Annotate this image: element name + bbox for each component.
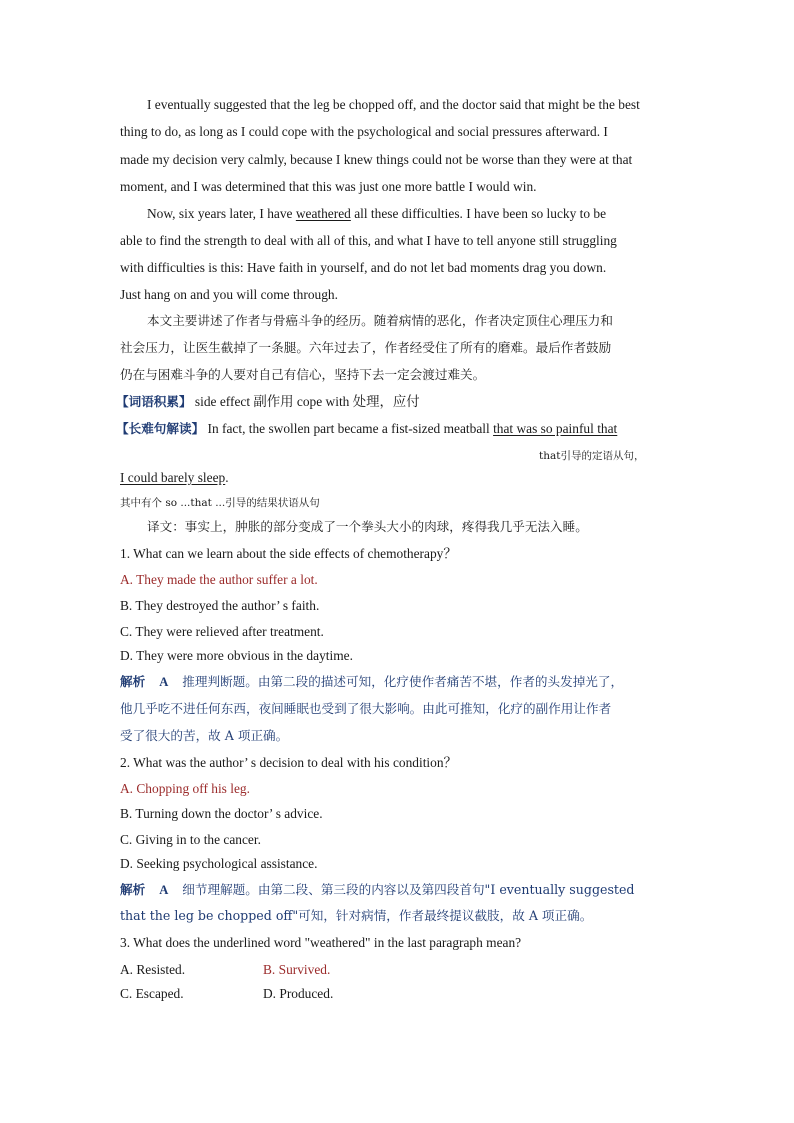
sentence-text: In fact, the swollen part became a fist-sized meatball bbox=[204, 421, 494, 436]
q1-explanation-line: 受了很大的苦，故 A 项正确。 bbox=[120, 728, 289, 743]
q2-option-b: B. Turning down the doctor’ s advice. bbox=[120, 806, 323, 821]
passage-line bbox=[147, 205, 606, 223]
grammar-note: 其中有个 so ...that ...引导的结果状语从句 bbox=[120, 497, 320, 509]
summary-line: 本文主要讲述了作者与骨癌斗争的经历。随着病情的恶化，作者决定顶住心理压力和 bbox=[147, 313, 613, 328]
passage-text: Now, six years later, I have bbox=[147, 206, 296, 221]
q2-explanation bbox=[120, 881, 635, 899]
vocab-text: side effect 副作用 cope with 处理，应付 bbox=[191, 394, 420, 409]
explanation-text: 细节理解题。由第二段、第三段的内容以及第四段首句"I eventually suggested bbox=[182, 882, 635, 897]
long-sentence-tag: 【长难句解读】 bbox=[116, 421, 205, 436]
summary-line: 仍在与困难斗争的人要对自己有信心，坚持下去一定会渡过难关。 bbox=[120, 367, 486, 382]
q1-explanation bbox=[120, 673, 623, 691]
q2-explanation-line: that the leg be chopped off"可知，针对病情，作者最终提议截肢，故 A 项正确。 bbox=[120, 908, 593, 923]
passage-text: all these difficulties. I have been so lucky to be bbox=[350, 206, 607, 221]
question-1-stem: 1. What can we learn about the side effects of chemotherapy？ bbox=[120, 546, 457, 561]
passage-line: able to find the strength to deal with all of this, and what I have to tell anyone still struggling bbox=[120, 233, 617, 248]
q2-option-d: D. Seeking psychological assistance. bbox=[120, 856, 318, 871]
explanation-tag: 解析 bbox=[120, 882, 146, 897]
grammar-note: that引导的定语从句， bbox=[539, 450, 645, 462]
passage-line: with difficulties is this: Have faith in yourself, and do not let bad moments drag you down. bbox=[120, 260, 607, 275]
passage-line: I eventually suggested that the leg be chopped off, and the doctor said that might be the best bbox=[147, 97, 640, 112]
passage-line: moment, and I was determined that this was just one more battle I would win. bbox=[120, 179, 537, 194]
passage-line: thing to do, as long as I could cope with the psychological and social pressures afterward. I bbox=[120, 124, 608, 139]
q3-option-c: C. Escaped. bbox=[120, 986, 184, 1001]
passage-line: made my decision very calmly, because I knew things could not be worse than they were at that bbox=[120, 152, 633, 167]
underlined-word-weathered: weathered bbox=[295, 206, 351, 221]
vocab-tag: 【词语积累】 bbox=[116, 394, 192, 409]
q1-option-d: D. They were more obvious in the daytime. bbox=[120, 648, 353, 663]
vocab-line bbox=[116, 393, 420, 411]
q3-option-a: A. Resisted. bbox=[120, 962, 186, 977]
summary-line: 社会压力，让医生截掉了一条腿。六年过去了，作者经受住了所有的磨难。最后作者鼓励 bbox=[120, 340, 612, 355]
question-3-stem: 3. What does the underlined word "weathered" in the last paragraph mean? bbox=[120, 935, 522, 950]
translation-line: 译文：事实上，肿胀的部分变成了一个拳头大小的肉球，疼得我几乎无法入睡。 bbox=[147, 519, 588, 534]
q2-option-a: A. Chopping off his leg. bbox=[120, 781, 250, 796]
q1-option-b: B. They destroyed the author’ s faith. bbox=[120, 598, 320, 613]
q1-option-c: C. They were relieved after treatment. bbox=[120, 624, 324, 639]
sentence-continuation bbox=[120, 469, 229, 487]
explanation-text: 推理判断题。由第二段的描述可知，化疗使作者痛苦不堪，作者的头发掉光了， bbox=[182, 674, 624, 689]
question-2-stem: 2. What was the author’ s decision to deal with his condition？ bbox=[120, 755, 457, 770]
passage-line: Just hang on and you will come through. bbox=[120, 287, 338, 302]
q1-option-a: A. They made the author suffer a lot. bbox=[120, 572, 318, 587]
q1-explanation-line: 他几乎吃不进任何东西，夜间睡眠也受到了很大影响。由此可推知，化疗的副作用让作者 bbox=[120, 701, 612, 716]
explanation-answer: A bbox=[159, 883, 169, 897]
explanation-answer: A bbox=[159, 675, 169, 689]
long-sentence-line bbox=[116, 420, 617, 438]
underlined-clause: that was so painful that bbox=[493, 421, 618, 436]
sentence-text: . bbox=[225, 470, 229, 485]
explanation-tag: 解析 bbox=[120, 674, 146, 689]
q2-option-c: C. Giving in to the cancer. bbox=[120, 832, 261, 847]
underlined-clause: I could barely sleep bbox=[120, 470, 226, 485]
q3-option-b: B. Survived. bbox=[263, 962, 331, 977]
q3-option-d: D. Produced. bbox=[263, 986, 334, 1001]
